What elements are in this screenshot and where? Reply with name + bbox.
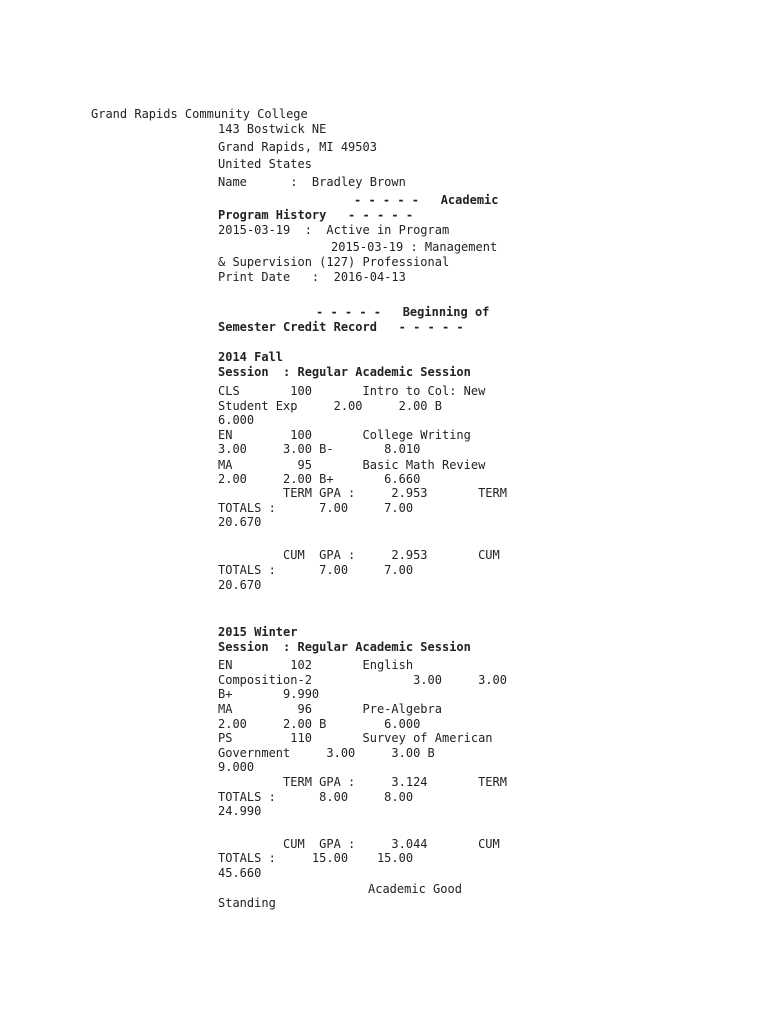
address-city: Grand Rapids, MI 49503 <box>218 140 377 154</box>
course-line: PS 110 Survey of American <box>218 731 493 745</box>
cum-totals-line: TOTALS : 15.00 15.00 <box>218 851 414 865</box>
address-country: United States <box>218 157 312 171</box>
academic-standing-cont: Standing <box>218 896 276 910</box>
cum-gpa-line: CUM GPA : 3.044 CUM <box>218 837 500 851</box>
program-history-heading: - - - - - Academic <box>354 193 499 207</box>
course-line: 9.000 <box>218 760 255 774</box>
program-name: 2015-03-19 : Management <box>331 240 498 254</box>
cum-totals-points: 20.670 <box>218 578 262 592</box>
course-line: B+ 9.990 <box>218 687 320 701</box>
session-heading: Session : Regular Academic Session <box>218 640 471 654</box>
course-line: CLS 100 Intro to Col: New <box>218 384 486 398</box>
course-line: EN 100 College Writing <box>218 428 471 442</box>
program-name-cont: & Supervision (127) Professional <box>218 255 450 269</box>
credit-record-heading-cont: Semester Credit Record - - - - - <box>218 320 464 334</box>
term-heading: 2015 Winter <box>218 625 298 639</box>
academic-standing: Academic Good <box>368 882 462 896</box>
cum-totals-points: 45.660 <box>218 866 262 880</box>
course-line: Government 3.00 3.00 B <box>218 746 435 760</box>
session-heading: Session : Regular Academic Session <box>218 365 471 379</box>
course-line: 2.00 2.00 B 6.000 <box>218 717 421 731</box>
course-line: Composition-2 3.00 3.00 <box>218 673 507 687</box>
print-date: Print Date : 2016-04-13 <box>218 270 406 284</box>
program-status: 2015-03-19 : Active in Program <box>218 223 450 237</box>
term-totals-points: 24.990 <box>218 804 262 818</box>
student-name: Name : Bradley Brown <box>218 175 406 189</box>
course-line: Student Exp 2.00 2.00 B <box>218 399 442 413</box>
address-street: 143 Bostwick NE <box>218 122 327 136</box>
credit-record-heading: - - - - - Beginning of <box>316 305 490 319</box>
cum-totals-line: TOTALS : 7.00 7.00 <box>218 563 414 577</box>
program-history-heading-cont: Program History - - - - - <box>218 208 414 222</box>
term-totals-line: TOTALS : 7.00 7.00 <box>218 501 414 515</box>
term-totals-line: TOTALS : 8.00 8.00 <box>218 790 414 804</box>
term-totals-points: 20.670 <box>218 515 262 529</box>
course-line: 6.000 <box>218 413 255 427</box>
term-heading: 2014 Fall <box>218 350 284 364</box>
course-line: 3.00 3.00 B- 8.010 <box>218 442 421 456</box>
course-line: 2.00 2.00 B+ 6.660 <box>218 472 421 486</box>
course-line: MA 96 Pre-Algebra <box>218 702 442 716</box>
term-gpa-line: TERM GPA : 3.124 TERM <box>218 775 507 789</box>
course-line: EN 102 English <box>218 658 414 672</box>
college-name: Grand Rapids Community College <box>91 107 308 121</box>
term-gpa-line: TERM GPA : 2.953 TERM <box>218 486 507 500</box>
course-line: MA 95 Basic Math Review <box>218 458 486 472</box>
cum-gpa-line: CUM GPA : 2.953 CUM <box>218 548 500 562</box>
